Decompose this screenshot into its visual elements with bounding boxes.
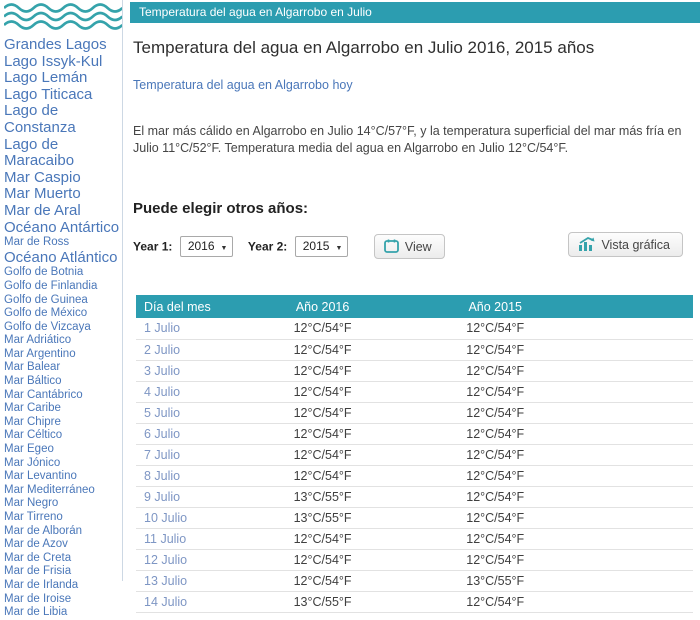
spacer-cell (582, 591, 693, 612)
spacer-cell (582, 402, 693, 423)
day-link[interactable]: 6 Julio (144, 426, 181, 441)
summary-text: El mar más cálido en Algarrobo en Julio 14°C/57°F, y la temperatura superficial del mar más fría en Julio 11°C/52°F. Temperatura media del agua en Algarrobo en Julio 12°C/54°F. (133, 124, 682, 155)
sidebar-item[interactable]: Mar de Irlanda (4, 578, 79, 591)
day-link[interactable]: 13 Julio (144, 573, 188, 588)
sidebar-item[interactable]: Mar Negro (4, 497, 59, 510)
waves-logo-icon (4, 3, 122, 35)
spacer-cell (582, 465, 693, 486)
temp-2015-cell: 12°C/54°F (409, 402, 582, 423)
table-row (136, 591, 693, 612)
graphic-view-button[interactable] (568, 232, 683, 257)
sidebar-item[interactable]: Lago Lemán (4, 69, 88, 87)
temp-2015-cell: 13°C/55°F (409, 570, 582, 591)
spacer-cell (582, 486, 693, 507)
calendar-icon (384, 239, 399, 253)
temp-2016-cell: 13°C/55°F (236, 507, 409, 528)
view-button[interactable] (374, 234, 445, 259)
temp-2015-cell: 12°C/54°F (409, 465, 582, 486)
sidebar-item[interactable]: Mar Levantino (4, 470, 77, 483)
table-header-row (136, 295, 693, 318)
sidebar-item[interactable]: Lago Issyk-Kul (4, 52, 103, 70)
sidebar (0, 0, 123, 619)
year2-select[interactable] (295, 236, 349, 257)
column-header-2016: Año 2016 (236, 295, 409, 318)
temp-2016-cell: 13°C/55°F (236, 591, 409, 612)
sidebar-item[interactable]: Mar Caribe (4, 402, 61, 415)
spacer-cell (582, 318, 693, 339)
table-row (136, 486, 693, 507)
day-link[interactable]: 12 Julio (144, 552, 188, 567)
temp-2015-cell: 12°C/54°F (409, 549, 582, 570)
sidebar-item[interactable]: Mar de Alborán (4, 524, 82, 537)
sidebar-item[interactable]: Mar de Libia (4, 606, 68, 619)
table-row (136, 549, 693, 570)
sidebar-item[interactable]: Mar Muerto (4, 185, 81, 203)
page-title: Temperatura del agua en Algarrobo en Julio 2016, 2015 años (133, 38, 595, 57)
temp-2015-cell: 12°C/54°F (409, 318, 582, 339)
temp-2016-cell: 12°C/54°F (236, 318, 409, 339)
day-link[interactable]: 11 Julio (144, 531, 187, 546)
sidebar-item[interactable]: Grandes Lagos (4, 36, 107, 53)
column-header-spacer (582, 295, 693, 318)
temp-2015-cell: 12°C/54°F (409, 486, 582, 507)
main-content (130, 0, 700, 609)
temp-2015-cell: 12°C/54°F (409, 423, 582, 444)
temp-2015-cell: 12°C/54°F (409, 591, 582, 612)
sidebar-item[interactable]: Lago de Constanza (4, 102, 76, 136)
sidebar-item[interactable]: Mar Céltico (4, 429, 63, 442)
sidebar-item[interactable]: Mar Jónico (4, 456, 61, 469)
table-row (136, 507, 693, 528)
sidebar-item[interactable]: Golfo de Finlandia (4, 279, 98, 292)
graphic-view-button-label: Vista gráfica (601, 238, 670, 252)
year2-label: Year 2: (247, 239, 288, 254)
day-link[interactable]: 4 Julio (144, 384, 181, 399)
sidebar-item[interactable]: Mar de Azov (4, 538, 68, 551)
year1-label: Year 1: (133, 239, 173, 254)
day-link[interactable]: 3 Julio (144, 363, 181, 378)
year1-select[interactable] (180, 236, 234, 257)
year2-value: 2015 (302, 239, 330, 253)
temp-2016-cell: 12°C/54°F (236, 360, 409, 381)
spacer-cell (582, 360, 693, 381)
sidebar-item[interactable]: Golfo de México (4, 307, 88, 320)
sidebar-item[interactable]: Mar Argentino (4, 347, 76, 360)
temp-2016-cell: 12°C/54°F (236, 549, 409, 570)
day-link[interactable]: 7 Julio (144, 447, 181, 462)
table-row (136, 339, 693, 360)
day-link[interactable]: 5 Julio (144, 405, 181, 420)
temperature-table (136, 295, 693, 613)
chevron-down-icon: ▼ (220, 245, 228, 252)
sidebar-item[interactable]: Golfo de Botnia (4, 266, 84, 279)
day-link[interactable]: 1 Julio (144, 321, 181, 336)
sidebar-item[interactable]: Mar Mediterráneo (4, 483, 95, 496)
spacer-cell (582, 507, 693, 528)
sidebar-nav (4, 37, 122, 620)
page-header-bar: Temperatura del agua en Algarrobo en Julio (130, 2, 700, 23)
table-row (136, 318, 693, 339)
day-link[interactable]: 9 Julio (144, 489, 181, 504)
today-temperature-link[interactable]: Temperatura del agua en Algarrobo hoy (133, 78, 353, 92)
sidebar-item[interactable]: Océano Atlántico (4, 248, 118, 266)
temp-2016-cell: 13°C/55°F (236, 486, 409, 507)
temp-2015-cell: 12°C/54°F (409, 360, 582, 381)
table-row (136, 444, 693, 465)
column-header-2015: Año 2015 (409, 295, 582, 318)
year1-value: 2016 (187, 239, 215, 253)
column-header-day: Día del mes (136, 295, 236, 318)
temp-2016-cell: 12°C/54°F (236, 444, 409, 465)
spacer-cell (582, 381, 693, 402)
table-body (136, 318, 693, 612)
chevron-down-icon: ▼ (335, 245, 343, 252)
sidebar-item[interactable]: Océano Antártico (4, 218, 120, 236)
temp-2015-cell: 12°C/54°F (409, 507, 582, 528)
temp-2016-cell: 12°C/54°F (236, 381, 409, 402)
sidebar-item[interactable]: Golfo de Guinea (4, 293, 88, 306)
table-row (136, 360, 693, 381)
choose-years-heading: Puede elegir otros años: (133, 200, 309, 217)
view-button-label: View (404, 240, 432, 254)
spacer-cell (582, 444, 693, 465)
table-row (136, 465, 693, 486)
temp-2016-cell: 12°C/54°F (236, 402, 409, 423)
sidebar-item[interactable]: Mar Egeo (4, 443, 54, 456)
sidebar-item[interactable]: Mar de Frisia (4, 565, 72, 578)
bar-chart-icon (578, 237, 595, 251)
sidebar-item[interactable]: Mar de Ross (4, 236, 70, 249)
table-row (136, 528, 693, 549)
sidebar-item[interactable]: Mar Báltico (4, 375, 62, 388)
sidebar-item[interactable]: Mar Adriático (4, 334, 72, 347)
year-controls (133, 234, 690, 260)
day-link[interactable]: 10 Julio (144, 510, 188, 525)
sidebar-item[interactable]: Mar Caspio (4, 168, 81, 186)
sidebar-item[interactable]: Mar de Creta (4, 551, 72, 564)
spacer-cell (582, 423, 693, 444)
spacer-cell (582, 339, 693, 360)
temp-2016-cell: 12°C/54°F (236, 465, 409, 486)
table-row (136, 381, 693, 402)
sidebar-item[interactable]: Mar de Aral (4, 201, 81, 219)
day-link[interactable]: 8 Julio (144, 468, 181, 483)
temp-2016-cell: 12°C/54°F (236, 339, 409, 360)
sidebar-item[interactable]: Mar Tirreno (4, 511, 63, 523)
sidebar-item[interactable]: Mar Balear (4, 361, 61, 374)
temp-2016-cell: 12°C/54°F (236, 423, 409, 444)
sidebar-item[interactable]: Golfo de Vizcaya (4, 320, 91, 333)
day-link[interactable]: 2 Julio (144, 342, 181, 357)
temp-2015-cell: 12°C/54°F (409, 339, 582, 360)
sidebar-item[interactable]: Mar de Iroise (4, 592, 72, 605)
temp-2015-cell: 12°C/54°F (409, 444, 582, 465)
sidebar-item[interactable]: Mar Chipre (4, 415, 61, 428)
table-row (136, 402, 693, 423)
temp-2015-cell: 12°C/54°F (409, 381, 582, 402)
table-row (136, 423, 693, 444)
sidebar-item[interactable]: Mar Cantábrico (4, 388, 83, 401)
day-link[interactable]: 14 Julio (144, 594, 188, 609)
spacer-cell (582, 528, 693, 549)
spacer-cell (582, 549, 693, 570)
sidebar-item[interactable]: Lago de Maracaibo (4, 135, 75, 170)
sidebar-item[interactable]: Lago Titicaca (4, 85, 93, 103)
temp-2015-cell: 12°C/54°F (409, 528, 582, 549)
temp-2016-cell: 12°C/54°F (236, 528, 409, 549)
temp-2016-cell: 12°C/54°F (236, 570, 409, 591)
